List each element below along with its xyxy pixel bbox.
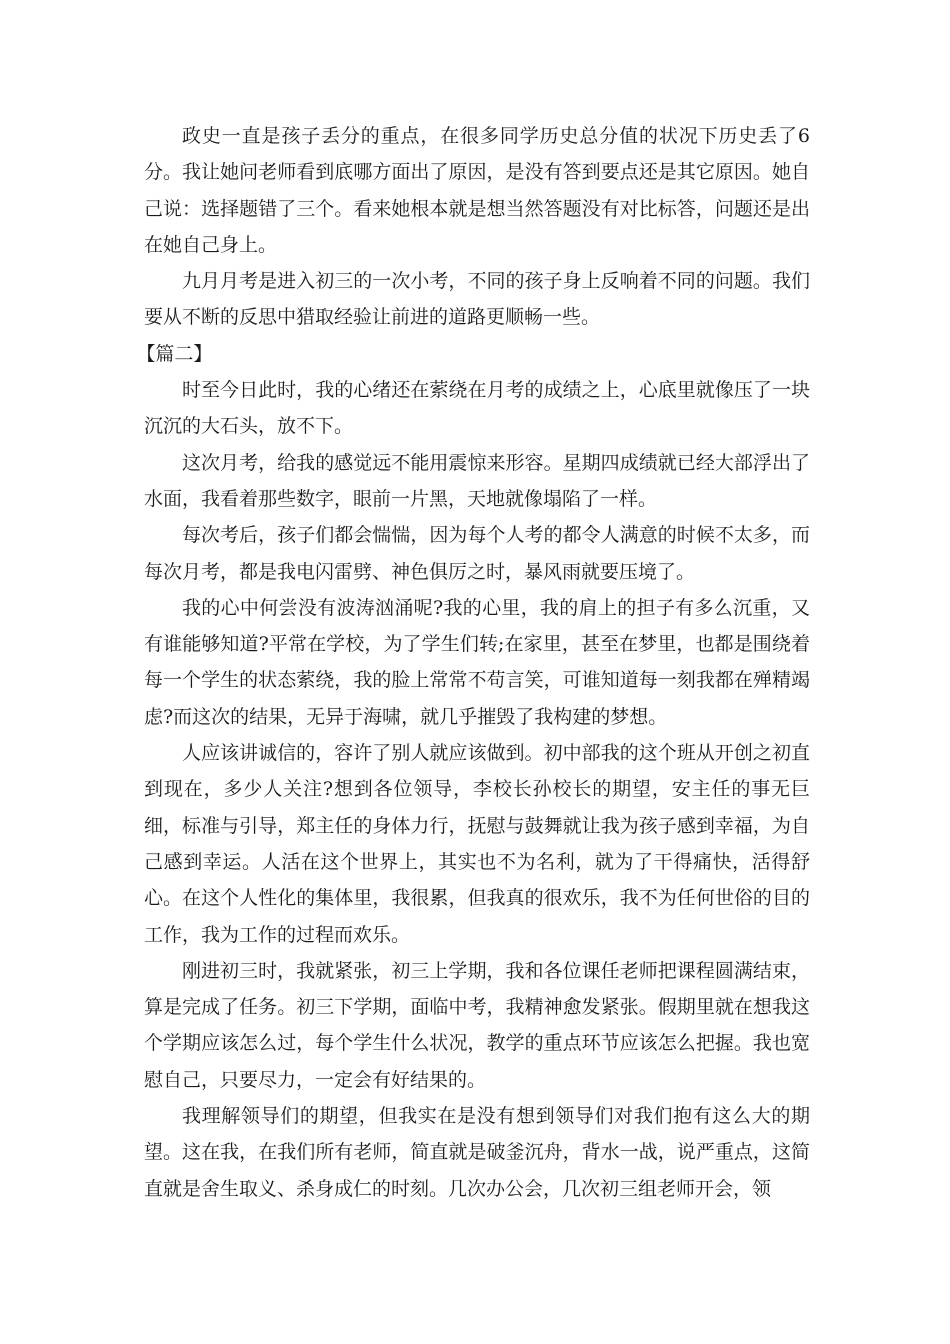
paragraph-september-exam: 九月月考是进入初三的一次小考，不同的孩子身上反响着不同的问题。我们要从不断的反思中猎取经验让前进的道路更顺畅一些。 [144,270,810,329]
document-body [136,118,810,1207]
paragraph-after-exams: 每次考后，孩子们都会惴惴，因为每个人考的都令人满意的时候不太多，而每次月考，都是我电闪雷劈、神色俱厉之时，暴风雨就要压境了。 [144,524,810,583]
paragraph-history-score: 政史一直是孩子丢分的重点，在很多同学历史总分值的状况下历史丢了6分。我让她问老师看到底哪方面出了原因，是没有答到要点还是其它原因。她自己说：选择题错了三个。看来她根本就是想当然答题没有对比标答，问题还是出在她自己身上。 [144,125,810,256]
paragraph-burden: 我的心中何尝没有波涛汹涌呢?我的心里，我的肩上的担子有多么沉重，又有谁能够知道?平常在学校，为了学生们转;在家里，甚至在梦里，也都是围绕着每一个学生的状态萦绕，我的脸上常常不苟言笑，可谁知道每一刻我都在殚精竭虑?而这次的结果，无异于海啸，就几乎摧毁了我构建的梦想。 [144,596,810,728]
section-heading: 【篇二】 [136,342,213,365]
paragraph-expectations: 我理解领导们的期望，但我实在是没有想到领导们对我们抱有这么大的期望。这在我，在我们所有老师，简直就是破釜沉舟，背水一战，说严重点，这简直就是舍生取义、杀身成仁的时刻。几次办公会，几次初三组老师开会，领 [144,1105,810,1200]
paragraph-mood: 时至今日此时，我的心绪还在萦绕在月考的成绩之上，心底里就像压了一块沉沉的大石头，放不下。 [144,379,810,438]
paragraph-shock: 这次月考，给我的感觉远不能用震惊来形容。星期四成绩就已经大部浮出了水面，我看着那些数字，眼前一片黑，天地就像塌陷了一样。 [144,451,810,510]
paragraph-integrity: 人应该讲诚信的，容许了别人就应该做到。初中部我的这个班从开创之初直到现在，多少人关注?想到各位领导，李校长孙校长的期望，安主任的事无巨细，标准与引导，郑主任的身体力行，抚慰与鼓舞就让我为孩子感到幸福，为自己感到幸运。人活在这个世界上，其实也不为名利，就为了干得痛快，活得舒心。在这个人性化的集体里，我很累，但我真的很欢乐，我不为任何世俗的目的工作，我为工作的过程而欢乐。 [144,742,810,946]
paragraph-grade-three: 刚进初三时，我就紧张，初三上学期，我和各位课任老师把课程圆满结束，算是完成了任务。初三下学期，面临中考，我精神愈发紧张。假期里就在想我这个学期应该怎么过，每个学生什么状况，教学的重点环节应该怎么把握。我也宽慰自己，只要尽力，一定会有好结果的。 [144,959,810,1091]
